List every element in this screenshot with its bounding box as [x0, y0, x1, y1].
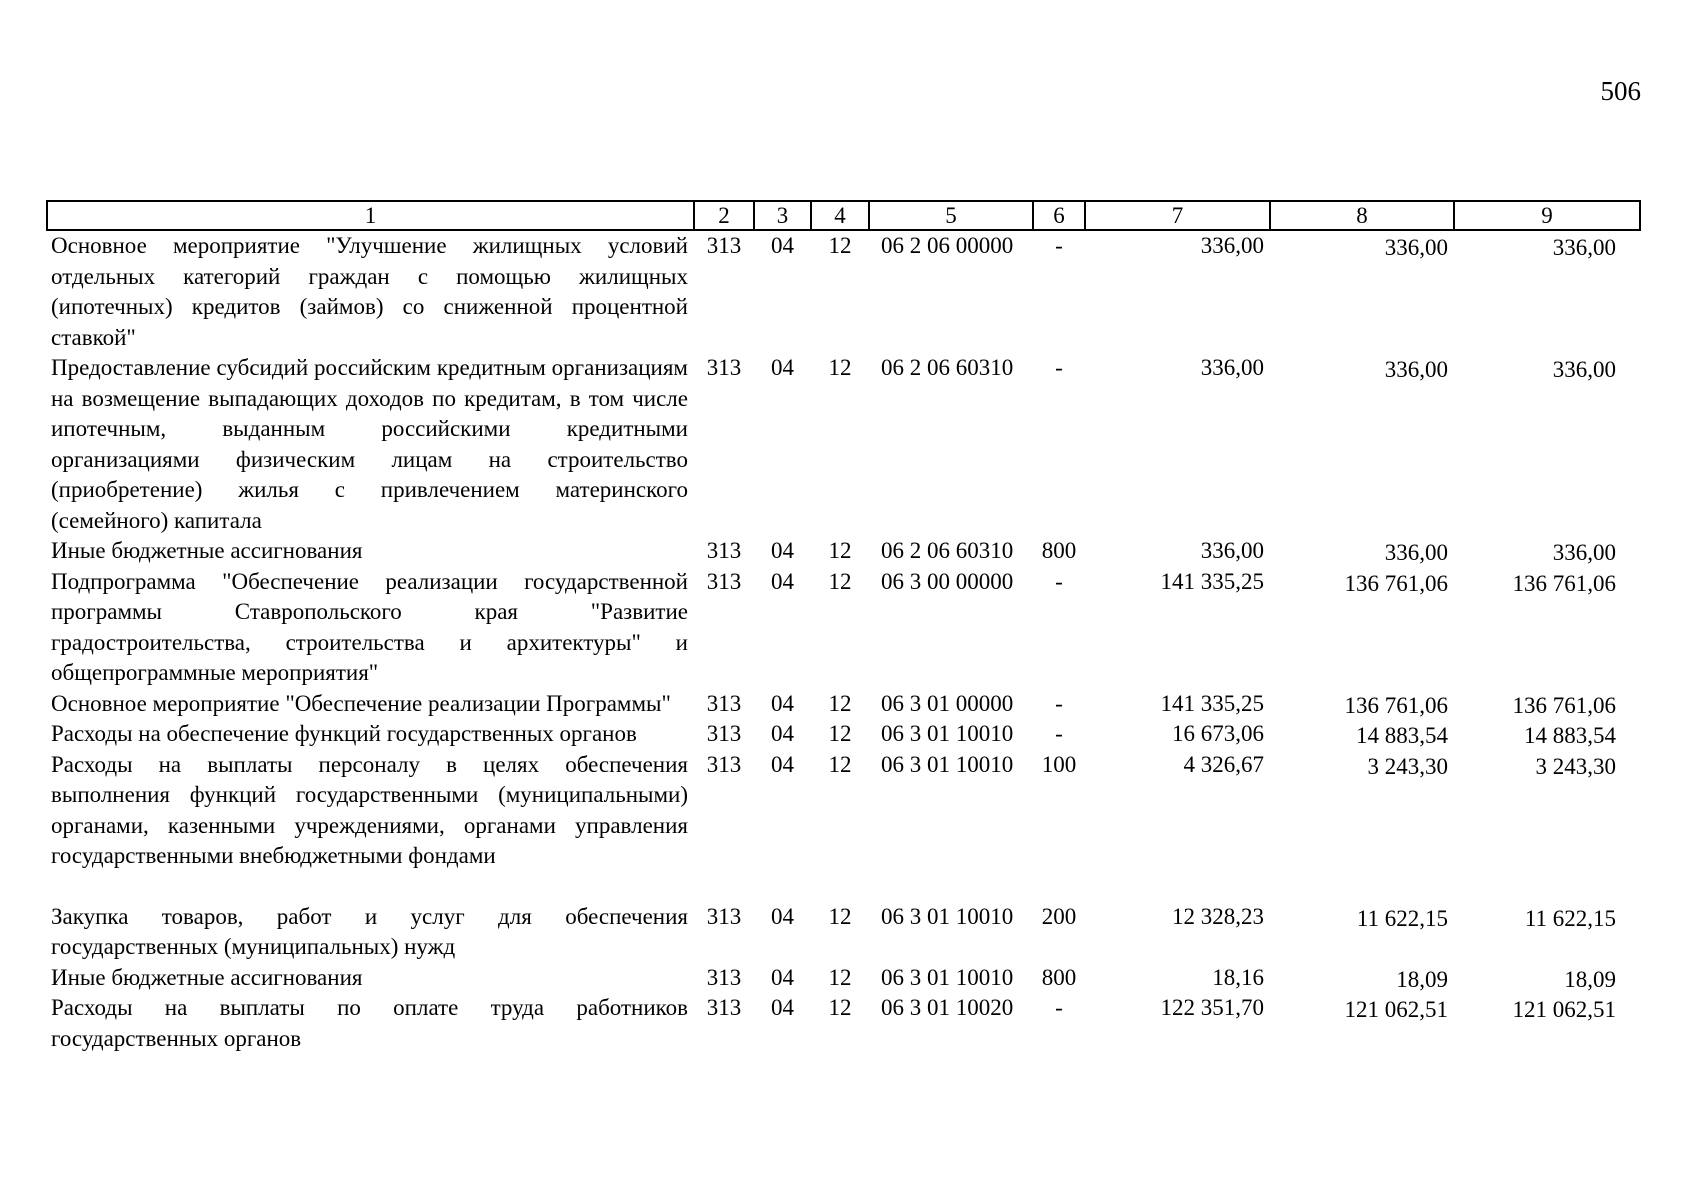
- table-row: [47, 902, 1640, 963]
- table-row: [47, 689, 1640, 720]
- row-name: Иные бюджетные ассигнования: [51, 538, 363, 563]
- table-row: [47, 993, 1640, 1054]
- row-code-target: 06 3 01 10010: [881, 751, 1014, 777]
- row-code-section: 04: [771, 903, 794, 929]
- table-spacer-row: [47, 872, 1640, 902]
- header-cell-9: 9: [1454, 201, 1640, 230]
- row-amount-9-text: 336,00: [1552, 357, 1616, 382]
- row-amount-9: [1454, 993, 1640, 1054]
- header-cell-4: 4: [811, 201, 869, 230]
- row-amount-8: [1270, 353, 1454, 536]
- row-amount-9-text: 14 883,54: [1524, 723, 1616, 748]
- table-row: [47, 750, 1640, 872]
- table-row: [47, 963, 1640, 994]
- row-code-target: 06 2 06 60310: [881, 538, 1014, 563]
- row-amount-9: [1454, 536, 1640, 567]
- budget-table: [46, 200, 1641, 1054]
- row-code-subsection: 12: [828, 690, 852, 716]
- table-spacer-cell: [47, 872, 1640, 902]
- row-amount-9: [1454, 963, 1640, 994]
- row-amount-8-text: 336,00: [1384, 540, 1448, 565]
- row-amount-9-text: 336,00: [1552, 540, 1616, 565]
- row-amount-7: 141 335,25: [1160, 690, 1264, 716]
- row-amount-9-text: 18,09: [1564, 966, 1616, 992]
- row-code-target: 06 3 01 10010: [881, 903, 1014, 929]
- row-code-subsection: 12: [828, 721, 852, 746]
- table-row: [47, 567, 1640, 689]
- row-amount-9: [1454, 902, 1640, 963]
- row-code-target: 06 2 06 60310: [881, 355, 1014, 380]
- row-code-subsection: 12: [828, 964, 852, 990]
- row-amount-8-text: 136 761,06: [1344, 692, 1448, 718]
- row-amount-8: [1270, 750, 1454, 872]
- row-code-ministry: 313: [706, 964, 742, 990]
- row-amount-7: 16 673,06: [1172, 721, 1264, 746]
- row-amount-8-text: 18,09: [1396, 966, 1448, 992]
- row-amount-8-text: 336,00: [1384, 235, 1448, 260]
- row-code-ministry: 313: [706, 538, 742, 563]
- header-cell-3: 3: [754, 201, 811, 230]
- row-code-section: 04: [771, 568, 794, 594]
- row-amount-8: [1270, 719, 1454, 750]
- row-code-target: 06 3 01 10010: [881, 964, 1014, 990]
- row-name: Иные бюджетные ассигнования: [51, 964, 363, 990]
- row-code-ministry: 313: [706, 903, 742, 929]
- row-code-expense-type: -: [1055, 233, 1063, 258]
- row-amount-9: [1454, 689, 1640, 720]
- row-amount-9: [1454, 230, 1640, 353]
- row-code-ministry: 313: [706, 690, 742, 716]
- row-name: Подпрограмма "Обеспечение реализации государственной программы Ставропольского края "Развитие градостроительства, строительства и архитектуры" и общепрограммные мероприятия": [51, 568, 688, 685]
- row-name: Предоставление субсидий российским кредитным организациям на возмещение выпадающих доходов по кредитам, в том числе ипотечным, выданным российскими кредитными организациями физическим лицам на строительство (приобретение) жилья с привлечением материнского (семейного) капитала: [51, 355, 688, 533]
- header-cell-6: 6: [1033, 201, 1085, 230]
- row-amount-7: 336,00: [1200, 233, 1264, 258]
- row-code-ministry: 313: [706, 721, 742, 746]
- row-code-section: 04: [771, 751, 794, 777]
- row-code-section: 04: [771, 721, 794, 746]
- row-code-subsection: 12: [828, 355, 852, 380]
- row-code-section: 04: [771, 538, 794, 563]
- row-amount-8: [1270, 902, 1454, 963]
- row-code-target: 06 3 01 10020: [881, 995, 1014, 1020]
- row-code-ministry: 313: [706, 995, 742, 1020]
- header-cell-8: 8: [1270, 201, 1454, 230]
- header-cell-7: 7: [1085, 201, 1270, 230]
- row-code-expense-type: -: [1055, 355, 1063, 380]
- row-code-subsection: 12: [828, 233, 852, 258]
- row-amount-8-text: 336,00: [1384, 357, 1448, 382]
- row-amount-8: [1270, 536, 1454, 567]
- row-code-target: 06 2 06 00000: [881, 233, 1014, 258]
- row-amount-9: [1454, 567, 1640, 689]
- row-name: Основное мероприятие "Улучшение жилищных условий отдельных категорий граждан с помощью жилищных (ипотечных) кредитов (займов) со сниженной процентной ставкой": [51, 233, 688, 350]
- table-body: [47, 230, 1640, 1054]
- row-name: Основное мероприятие "Обеспечение реализации Программы": [51, 690, 671, 716]
- row-code-expense-type: 200: [1041, 903, 1077, 929]
- row-code-expense-type: -: [1055, 568, 1063, 594]
- row-amount-8-text: 121 062,51: [1344, 997, 1448, 1022]
- row-code-subsection: 12: [828, 995, 852, 1020]
- row-code-section: 04: [771, 233, 794, 258]
- row-amount-9-text: 136 761,06: [1512, 692, 1616, 718]
- row-amount-7: 122 351,70: [1160, 995, 1264, 1020]
- row-amount-8: [1270, 567, 1454, 689]
- row-code-expense-type: 800: [1041, 964, 1077, 990]
- row-amount-9-text: 11 622,15: [1524, 905, 1616, 931]
- row-amount-7: 18,16: [1212, 964, 1264, 990]
- row-name: Закупка товаров, работ и услуг для обеспечения государственных (муниципальных) нужд: [51, 903, 688, 959]
- row-code-subsection: 12: [828, 538, 852, 563]
- row-code-target: 06 3 00 00000: [881, 568, 1014, 594]
- row-amount-9-text: 136 761,06: [1512, 570, 1616, 596]
- row-code-subsection: 12: [828, 903, 852, 929]
- row-name: Расходы на обеспечение функций государственных органов: [51, 721, 637, 746]
- table-row: [47, 353, 1640, 536]
- row-amount-9-text: 121 062,51: [1512, 997, 1616, 1022]
- row-code-ministry: 313: [706, 751, 742, 777]
- row-amount-7: 336,00: [1200, 355, 1264, 380]
- table-row: [47, 536, 1640, 567]
- row-code-expense-type: 800: [1041, 538, 1077, 563]
- row-code-expense-type: -: [1055, 721, 1063, 746]
- row-code-ministry: 313: [706, 233, 742, 258]
- row-code-section: 04: [771, 964, 794, 990]
- header-cell-2: 2: [694, 201, 754, 230]
- row-code-target: 06 3 01 00000: [881, 690, 1014, 716]
- row-code-expense-type: -: [1055, 690, 1063, 716]
- row-code-section: 04: [771, 690, 794, 716]
- row-amount-8: [1270, 689, 1454, 720]
- table-row: [47, 230, 1640, 353]
- row-amount-9-text: 3 243,30: [1535, 753, 1616, 779]
- row-amount-7: 4 326,67: [1183, 751, 1264, 777]
- row-amount-8-text: 136 761,06: [1344, 570, 1448, 596]
- row-name: Расходы на выплаты по оплате труда работников государственных органов: [51, 995, 688, 1051]
- row-amount-9: [1454, 719, 1640, 750]
- row-amount-7: 12 328,23: [1172, 903, 1264, 929]
- table-row: [47, 719, 1640, 750]
- header-cell-1: 1: [47, 201, 694, 230]
- row-amount-9-text: 336,00: [1552, 235, 1616, 260]
- row-amount-8-text: 14 883,54: [1356, 723, 1448, 748]
- row-code-section: 04: [771, 355, 794, 380]
- row-code-subsection: 12: [828, 751, 852, 777]
- row-code-expense-type: 100: [1041, 751, 1077, 777]
- row-code-subsection: 12: [828, 568, 852, 594]
- row-amount-8: [1270, 230, 1454, 353]
- header-row: [47, 201, 1640, 230]
- row-amount-9: [1454, 353, 1640, 536]
- row-code-section: 04: [771, 995, 794, 1020]
- row-name: Расходы на выплаты персоналу в целях обеспечения выполнения функций государственными (муниципальными) органами, казенными учреждениями, органами управления государственными внебюджетными фондами: [51, 751, 688, 868]
- row-amount-7: 141 335,25: [1160, 568, 1264, 594]
- row-code-ministry: 313: [706, 568, 742, 594]
- row-amount-8-text: 11 622,15: [1356, 905, 1448, 931]
- row-amount-8: [1270, 963, 1454, 994]
- row-amount-9: [1454, 750, 1640, 872]
- page-number: 506: [1600, 76, 1641, 106]
- header-cell-5: 5: [869, 201, 1033, 230]
- row-code-ministry: 313: [706, 355, 742, 380]
- row-amount-8: [1270, 993, 1454, 1054]
- row-code-target: 06 3 01 10010: [881, 721, 1014, 746]
- row-amount-7: 336,00: [1200, 538, 1264, 563]
- row-amount-8-text: 3 243,30: [1367, 753, 1448, 779]
- row-code-expense-type: -: [1055, 995, 1063, 1020]
